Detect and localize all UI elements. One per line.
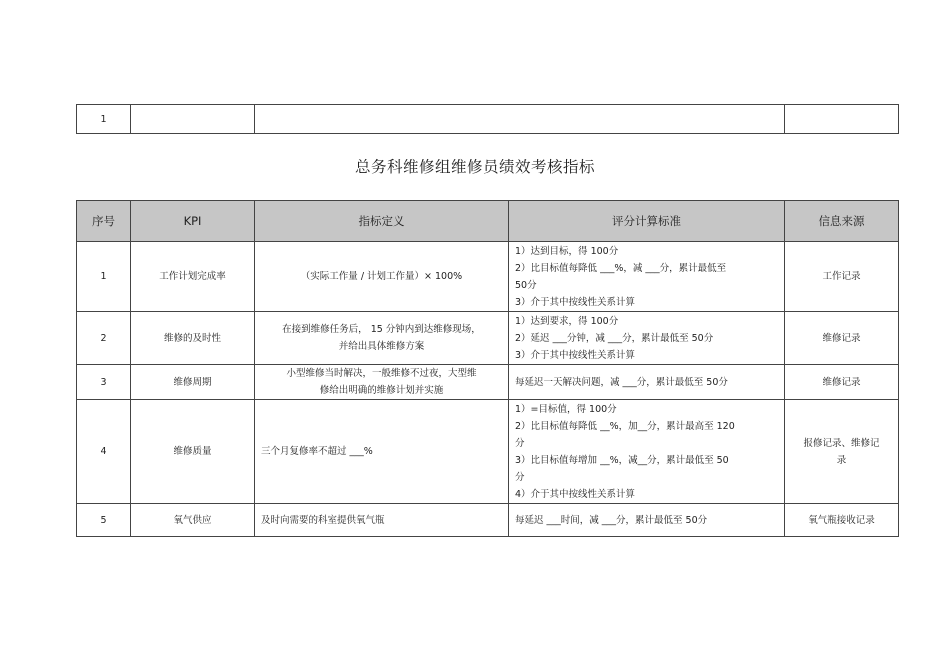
header-table xyxy=(76,104,899,134)
column-header-standard: 评分计算标准 xyxy=(509,201,785,242)
standard-line: 1）达到要求，得 100分 xyxy=(515,315,619,327)
kpi-name: 工作计划完成率 xyxy=(131,242,255,312)
column-header-source: 信息来源 xyxy=(785,201,899,242)
kpi-name: 维修周期 xyxy=(131,365,255,400)
standard-line: 4）介于其中按线性关系计算 xyxy=(515,488,636,500)
column-header-definition: 指标定义 xyxy=(255,201,509,242)
table-row xyxy=(77,400,899,504)
info-source: 维修记录 xyxy=(785,365,899,400)
kpi-definition xyxy=(255,312,509,365)
kpi-name: 维修质量 xyxy=(131,400,255,504)
standard-line: 分 xyxy=(515,471,525,483)
definition-line: 三个月复修率不超过 ___% xyxy=(261,446,373,457)
table-cell xyxy=(255,105,785,134)
standard-line: 1）=目标值，得 100分 xyxy=(515,403,617,415)
row-number: 4 xyxy=(77,400,131,504)
standard-line: 2）比目标值每降低 ___%，减 ___分，累计最低至 xyxy=(515,262,727,274)
scoring-standard xyxy=(509,400,785,504)
source-line: 报修记录、维修记 xyxy=(803,437,880,449)
standard-line: 2）比目标值每降低 __%，加__分，累计最高至 120 xyxy=(515,420,735,432)
kpi-name: 氧气供应 xyxy=(131,504,255,537)
table-row xyxy=(77,312,899,365)
definition-line: 小型维修当时解决，一般维修不过夜，大型维 xyxy=(286,368,477,379)
kpi-definition xyxy=(255,365,509,400)
table-row xyxy=(77,105,899,134)
standard-line: 每延迟 ___时间，减 ___分，累计最低至 50分 xyxy=(515,514,708,526)
standard-line: 50分 xyxy=(515,279,537,291)
kpi-table xyxy=(76,200,899,537)
table-cell xyxy=(785,105,899,134)
kpi-definition xyxy=(255,504,509,537)
info-source: 工作记录 xyxy=(785,242,899,312)
standard-line: 3）介于其中按线性关系计算 xyxy=(515,349,636,361)
row-number: 3 xyxy=(77,365,131,400)
definition-line: 及时向需要的科室提供氧气瓶 xyxy=(261,514,385,526)
standard-line: 3）介于其中按线性关系计算 xyxy=(515,296,636,308)
kpi-name: 维修的及时性 xyxy=(131,312,255,365)
definition-line: （实际工作量 / 计划工作量）× 100% xyxy=(300,271,463,282)
standard-line: 分 xyxy=(515,437,525,449)
kpi-definition xyxy=(255,400,509,504)
row-number: 5 xyxy=(77,504,131,537)
standard-line: 1）达到目标，得 100分 xyxy=(515,245,619,257)
table-cell: 1 xyxy=(77,105,131,134)
table-row xyxy=(77,242,899,312)
column-header-kpi: KPI xyxy=(131,201,255,242)
standard-line: 每延迟一天解决问题，减 ___分，累计最低至 50分 xyxy=(515,376,728,388)
table-row xyxy=(77,504,899,537)
kpi-definition xyxy=(255,242,509,312)
definition-line: 在接到维修任务后， 15 分钟内到达维修现场， xyxy=(282,324,481,335)
column-header-no: 序号 xyxy=(77,201,131,242)
scoring-standard xyxy=(509,504,785,537)
table-row xyxy=(77,365,899,400)
row-number: 1 xyxy=(77,242,131,312)
definition-line: 并给出具体维修方案 xyxy=(338,341,425,352)
scoring-standard xyxy=(509,312,785,365)
definition-line: 修给出明确的维修计划并实施 xyxy=(319,385,444,396)
standard-line: 3）比目标值每增加 __%，减__分，累计最低至 50 xyxy=(515,454,729,466)
page-title: 总务科维修组维修员绩效考核指标 xyxy=(354,158,595,176)
table-header-row xyxy=(77,201,899,242)
scoring-standard xyxy=(509,242,785,312)
standard-line: 2）延迟 ___分钟，减 ___分，累计最低至 50分 xyxy=(515,332,714,344)
table-cell xyxy=(131,105,255,134)
row-number: 2 xyxy=(77,312,131,365)
info-source: 氧气瓶接收记录 xyxy=(785,504,899,537)
source-line: 录 xyxy=(836,454,847,466)
info-source: 维修记录 xyxy=(785,312,899,365)
scoring-standard xyxy=(509,365,785,400)
info-source xyxy=(785,400,899,504)
